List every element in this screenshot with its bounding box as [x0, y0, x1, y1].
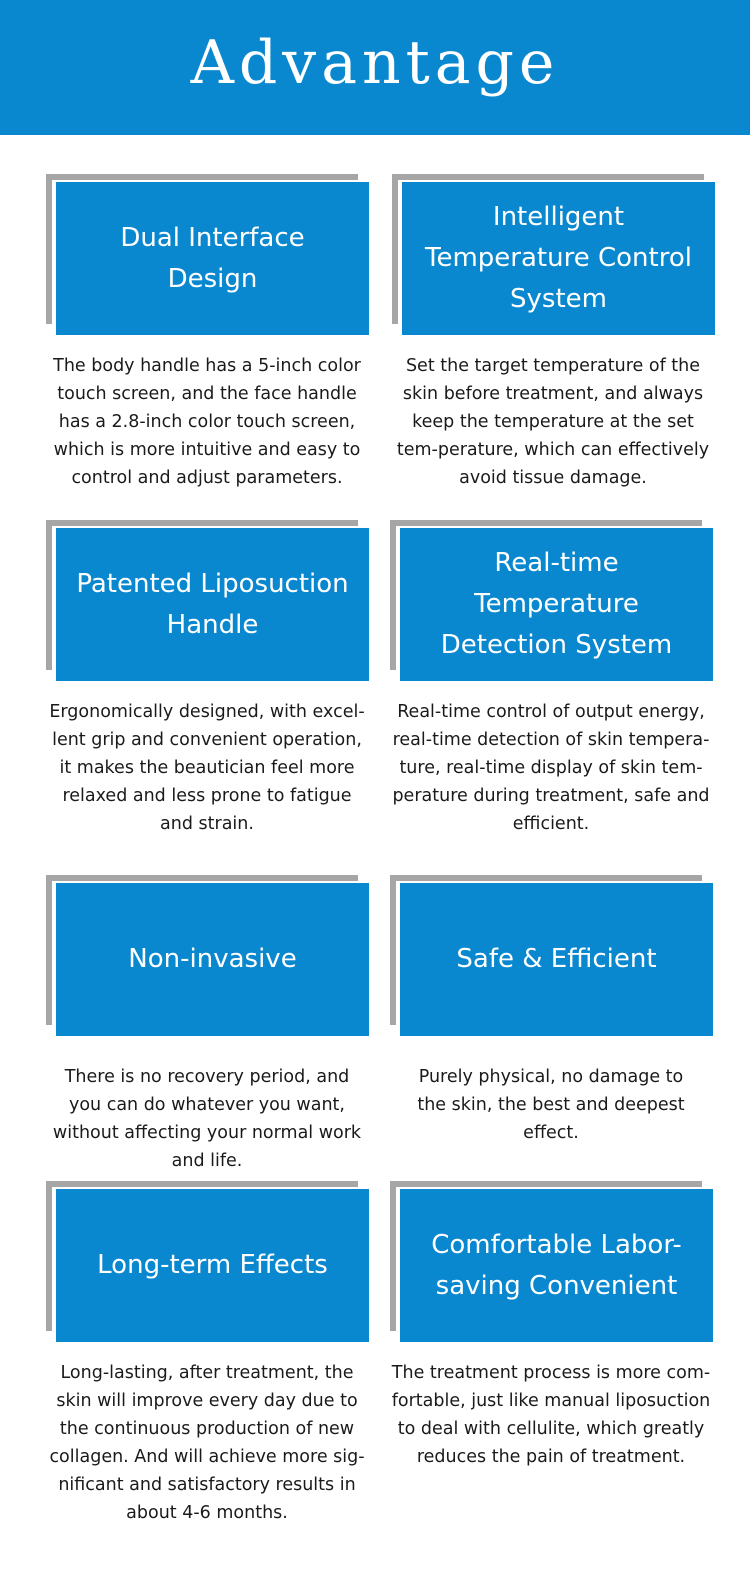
feature-title-box — [400, 1189, 713, 1342]
feature-title: Long-term Effects — [97, 1250, 328, 1280]
feature-description: The body handle has a 5-inch color touch screen, and the face handle has a 2.8-inch color touch screen, which is more intuitive and easy to control and adjust parameters. — [53, 356, 361, 488]
feature-title-box — [400, 528, 713, 681]
feature-title: Non-invasive — [128, 944, 297, 974]
feature-description: Set the target temperature of the skin before treatment, and always keep the temperature at the set tem-perature, which can effectively avoid tissue damage. — [396, 356, 710, 488]
feature-description: Real-time control of output energy, real-time detection of skin tempera-ture, real-time display of skin tem-perature during treatment, safe and efficient. — [392, 702, 710, 834]
feature-title-box — [56, 182, 369, 335]
feature-description: Purely physical, no damage to the skin, the best and deepest effect. — [417, 1067, 685, 1143]
feature-title: Comfortable Labor-saving Convenient — [431, 1229, 682, 1301]
feature-title-box — [56, 1189, 369, 1342]
feature-description: Long-lasting, after treatment, the skin will improve every day due to the continuous production of new collagen. And will achieve more sig-nificant and satisfactory results in about 4-6 months. — [49, 1363, 365, 1523]
page-title: Advantage — [190, 27, 560, 98]
feature-title-box — [402, 182, 715, 335]
feature-title: Safe & Efficient — [456, 944, 657, 974]
feature-title: Real-time Temperature Detection System — [440, 548, 673, 660]
feature-title: Intelligent Temperature Control System — [425, 202, 692, 314]
feature-title: Dual Interface Design — [120, 222, 305, 294]
feature-title-box — [400, 883, 713, 1036]
feature-description: Ergonomically designed, with excel-lent grip and convenient operation, it makes the beautician feel more relaxed and less prone to fatigue and strain. — [49, 702, 365, 834]
feature-description: The treatment process is more com-fortable, just like manual liposuction to deal with cellulite, which greatly reduces the pain of treatment. — [391, 1363, 711, 1467]
feature-title-box — [56, 528, 369, 681]
header-banner — [0, 0, 750, 135]
feature-title-box — [56, 883, 369, 1036]
feature-description: There is no recovery period, and you can do whatever you want, without affecting your normal work and life. — [52, 1067, 362, 1171]
feature-title: Patented Liposuction Handle — [76, 568, 349, 640]
